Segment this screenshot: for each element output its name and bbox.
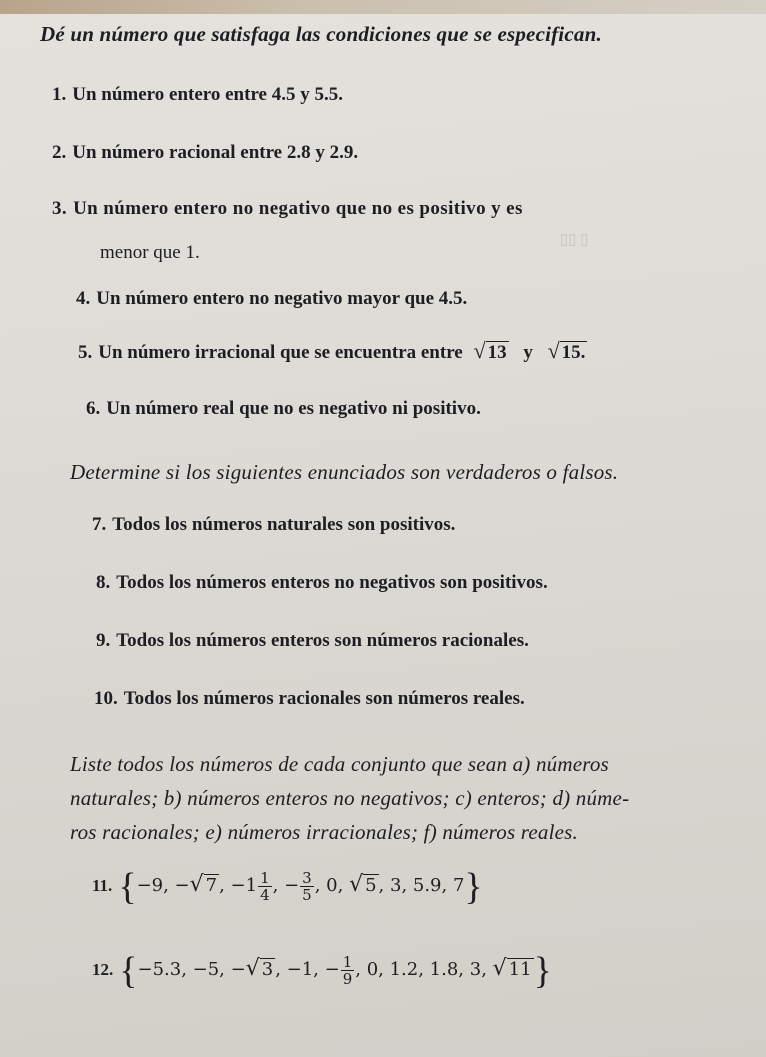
sqrt-3: √ 3 <box>245 956 274 982</box>
item-3 <box>52 198 523 220</box>
sqrt-13: √ 13 <box>473 338 507 363</box>
item-number: 12. <box>92 960 114 980</box>
bleed-through-mark: ▯▯ ▯ <box>560 232 589 248</box>
item-text: Un número real que no es negativo ni positivo. <box>106 398 481 419</box>
item-number: 5. <box>78 342 93 363</box>
item-text: Todos los números enteros son números racionales. <box>116 630 529 651</box>
heading-true-false: Determine si los siguientes enunciados son verdaderos o falsos. <box>70 460 619 484</box>
item-number: 3. <box>52 198 68 219</box>
item-number: 7. <box>92 514 107 535</box>
item-7 <box>92 514 455 536</box>
sqrt-5: √ 5 <box>349 872 377 898</box>
heading-list-line-2: naturales; b) números enteros no negativos; c) enteros; d) núme- <box>70 786 630 810</box>
set-12: 12. {−5.3, −5, −√ 3 , −1, − $\frac{1}{9}$ , 0, 1.2, 1.8, 3, √ 11} <box>92 950 552 992</box>
item-number: 4. <box>76 288 91 309</box>
fraction-1-4: $\frac{1}{4}$ <box>260 868 270 904</box>
item-2 <box>52 142 358 164</box>
item-text: Un número irracional que se encuentra entre <box>98 342 463 363</box>
item-text: Todos los números enteros no negativos son positivos. <box>116 572 548 593</box>
item-number: 11. <box>92 876 113 896</box>
item-3-continued: menor que 1. <box>100 242 200 263</box>
sqrt-11: √ 11 <box>492 956 532 982</box>
item-9 <box>96 630 529 652</box>
heading-list-line-1: Liste todos los números de cada conjunto que sean a) números <box>70 752 609 776</box>
item-number: 6. <box>86 398 101 419</box>
fraction-1-9: $\frac{1}{9}$ <box>342 952 353 988</box>
conjunction: y <box>523 342 533 363</box>
heading-specify: Dé un número que satisfaga las condiciones que se especifican. <box>40 22 602 46</box>
set-11: 11. {−9, −√ 7 , −1 $\frac{1}{4}$ , − $\frac{3}{5}$ , 0, √ 5 , 3, 5.9, 7} <box>92 866 483 908</box>
item-text: Un número entero no negativo mayor que 4.5. <box>96 288 468 309</box>
item-number: 2. <box>52 142 67 163</box>
item-10 <box>94 688 525 710</box>
item-text: Todos los números naturales son positivos. <box>112 514 456 535</box>
item-6 <box>86 398 481 420</box>
item-text: Un número entero no negativo que no es positivo y es <box>73 198 523 219</box>
item-number: 10. <box>94 688 118 709</box>
item-8 <box>96 572 548 594</box>
item-text: Un número racional entre 2.8 y 2.9. <box>72 142 359 163</box>
item-number: 8. <box>96 572 111 593</box>
fraction-3-5: $\frac{3}{5}$ <box>302 868 312 904</box>
top-edge <box>0 0 766 14</box>
item-1 <box>52 84 343 106</box>
sqrt-7: √ 7 <box>189 872 218 898</box>
item-text: Todos los números racionales son números reales. <box>123 688 525 709</box>
item-5 <box>78 338 587 364</box>
item-text: Un número entero entre 4.5 y 5.5. <box>72 84 343 105</box>
item-number: 1. <box>52 84 67 105</box>
heading-list-line-3: ros racionales; e) números irracionales; f) números reales. <box>70 820 578 844</box>
item-number: 9. <box>96 630 111 651</box>
item-4 <box>76 288 467 310</box>
sqrt-15: √ 15. <box>547 338 586 363</box>
